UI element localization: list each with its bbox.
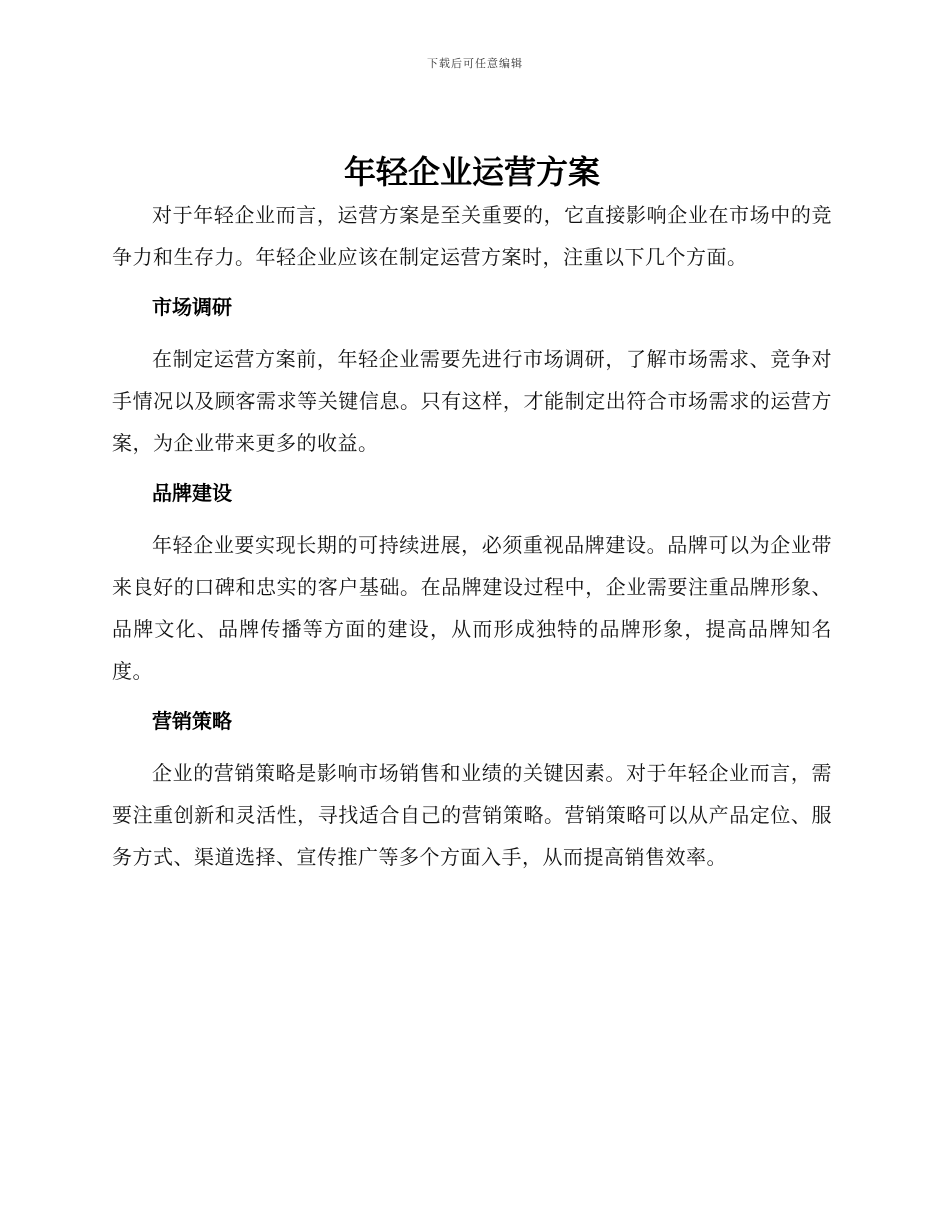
- section-heading: 品牌建设: [152, 481, 232, 505]
- section-brand-building: [112, 472, 832, 692]
- document-body: [112, 150, 832, 878]
- section-paragraph: 在制定运营方案前，年轻企业需要先进行市场调研，了解市场需求、竞争对手情况以及顾客需求等关键信息。只有这样，才能制定出符合市场需求的运营方案，为企业带来更多的收益。: [112, 347, 832, 455]
- section-paragraph: 年轻企业要实现长期的可持续进展，必须重视品牌建设。品牌可以为企业带来良好的口碑和忠实的客户基础。在品牌建设过程中，企业需要注重品牌形象、品牌文化、品牌传播等方面的建设，从而形成独特的品牌形象，提高品牌知名度。: [112, 533, 832, 683]
- section-marketing-strategy: [112, 700, 832, 878]
- header-note: 下载后可任意编辑: [427, 57, 523, 70]
- section-market-research: [112, 286, 832, 464]
- section-paragraph: 企业的营销策略是影响市场销售和业绩的关键因素。对于年轻企业而言，需要注重创新和灵活性，寻找适合自己的营销策略。营销策略可以从产品定位、服务方式、渠道选择、宣传推广等多个方面入手，从而提高销售效率。: [112, 761, 832, 869]
- intro-paragraph: 对于年轻企业而言，运营方案是至关重要的，它直接影响企业在市场中的竞争力和生存力。年轻企业应该在制定运营方案时，注重以下几个方面。: [112, 203, 832, 269]
- document-title: 年轻企业运营方案: [343, 153, 600, 191]
- section-heading: 营销策略: [152, 709, 232, 733]
- section-heading: 市场调研: [152, 295, 232, 319]
